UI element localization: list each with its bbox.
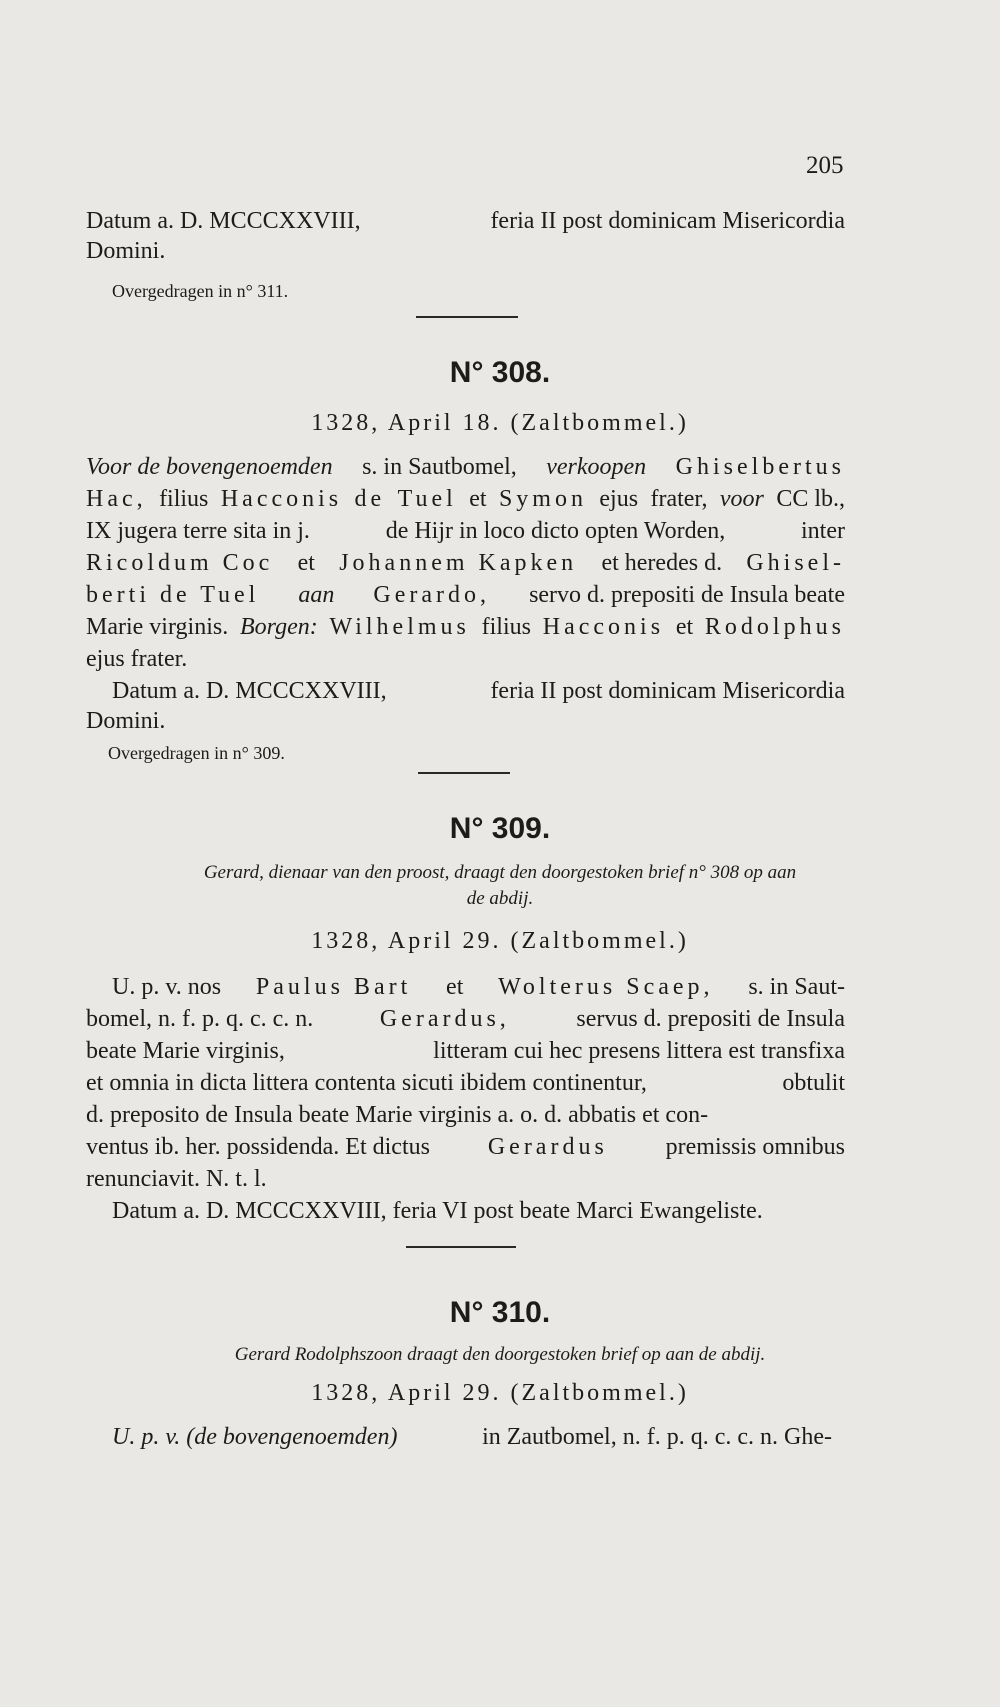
text-line: U. p. v. nos Paulus Bart et Wolterus Scaep, s. in Saut- [112,974,845,1000]
entry-heading-309: N° 309. [449,812,551,845]
section-divider [406,1246,516,1248]
text-line: ventus ib. her. possidenda. Et dictus Gerardus premissis omnibus [86,1134,845,1160]
section-divider [416,316,518,318]
entry-date-309: 1328, April 29. (Zaltbommel.) [311,928,689,954]
text-line: Voor de bovengenoemden s. in Sautbomel, verkoopen Ghiselbertus [86,454,845,480]
text-line: Hac, filius Hacconis de Tuel et Symon ejus frater, voor CC lb., [86,486,845,512]
entry-summary-310: Gerard Rodolphszoon draagt den doorgestoken brief op aan de abdij. [234,1344,766,1365]
text-line: Marie virginis. Borgen: Wilhelmus filius Hacconis et Rodolphus [86,614,845,640]
text-line: beate Marie virginis, litteram cui hec presens littera est transfixa [86,1038,845,1064]
text-line: Domini. [86,238,166,264]
entry-summary-309-cont: de abdij. [466,888,534,909]
text-line: ejus frater. [86,646,188,672]
text-line: U. p. v. (de bovengenoemden) in Zautbomel, n. f. p. q. c. c. n. Ghe- [112,1424,832,1450]
entry-summary-309: Gerard, dienaar van den proost, draagt den doorgestoken brief n° 308 op aan [203,862,797,883]
text-line: berti de Tuel aan Gerardo, servo d. prepositi de Insula beate [86,582,845,608]
page-number: 205 [806,152,844,179]
section-divider [418,772,510,774]
transfer-note: Overgedragen in n° 309. [108,743,285,763]
entry-date-310: 1328, April 29. (Zaltbommel.) [311,1380,689,1406]
text-line: Domini. [86,708,166,734]
text-line: Ricoldum Coc et Johannem Kapken et heredes d. Ghisel- [86,550,845,576]
text-line: Datum a. D. MCCCXXVIII, feria VI post beate Marci Ewangeliste. [112,1198,763,1224]
text-line: IX jugera terre sita in j. de Hijr in loco dicto opten Worden, inter [86,518,845,544]
entry-heading-308: N° 308. [449,356,551,389]
text-line: d. preposito de Insula beate Marie virginis a. o. d. abbatis et con- [86,1102,709,1128]
text-line: Datum a. D. MCCCXXVIII, feria II post dominicam Misericordia [112,678,845,704]
text-line: renunciavit. N. t. l. [86,1166,267,1192]
text-line: bomel, n. f. p. q. c. c. n. Gerardus, servus d. prepositi de Insula [86,1006,845,1032]
entry-date-308: 1328, April 18. (Zaltbommel.) [311,410,689,436]
transfer-note: Overgedragen in n° 311. [112,281,289,301]
text-line: Datum a. D. MCCCXXVIII, feria II post dominicam Misericordia [86,208,845,234]
text-line: et omnia in dicta littera contenta sicuti ibidem continentur, obtulit [86,1070,845,1096]
entry-heading-310: N° 310. [449,1296,551,1329]
